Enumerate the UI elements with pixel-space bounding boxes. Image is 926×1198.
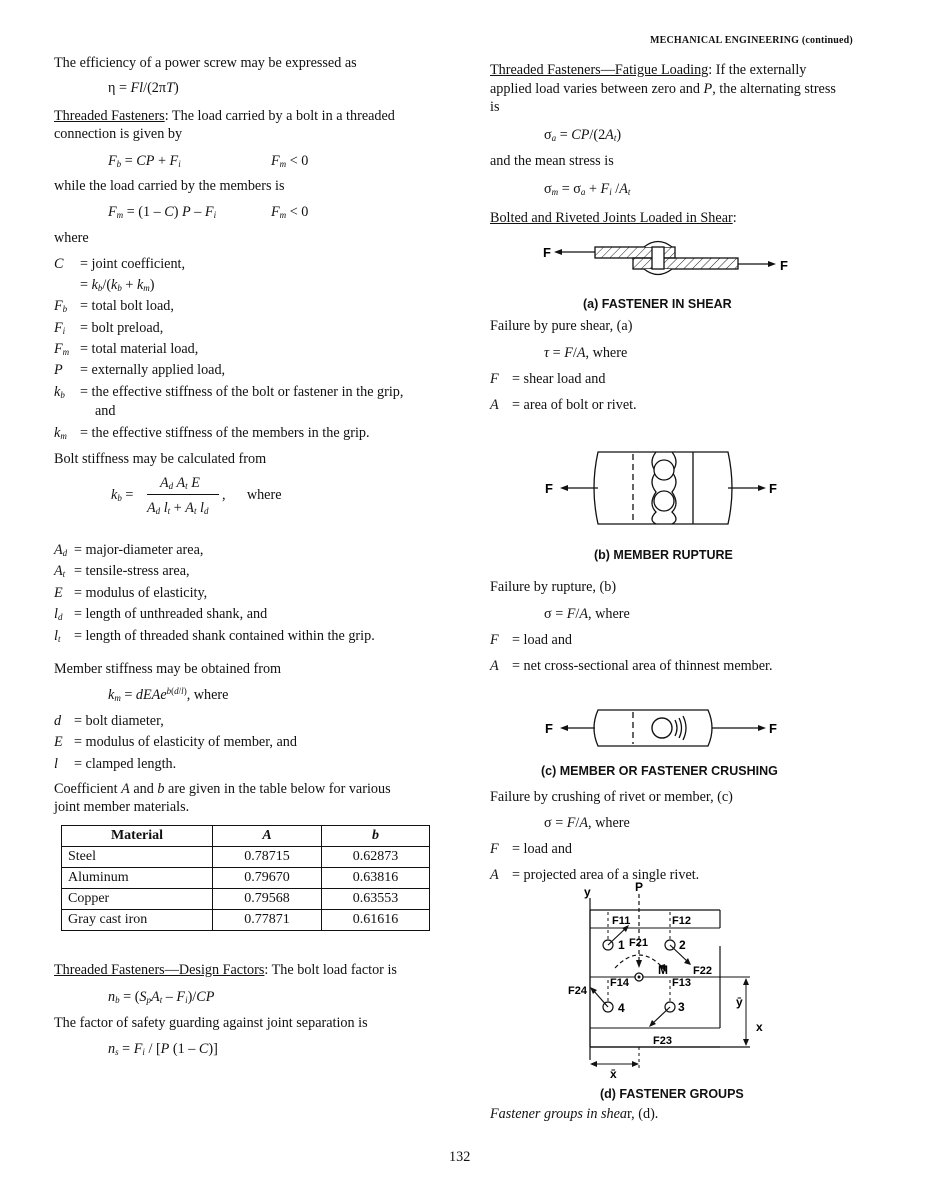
table-header: A (213, 826, 322, 847)
sigma-b-equation: σ = F/A, where (544, 606, 630, 622)
fastener-groups-figure (560, 882, 780, 1082)
force-label-right: F (780, 258, 788, 273)
where-label: where (54, 230, 89, 246)
kb-numerator: $A_d$ $A_t$ E (160, 475, 200, 491)
bolt-label: 2 (679, 938, 686, 952)
def-Fm: $F_m$ = total material load, (54, 341, 199, 357)
caption-b: (b) MEMBER RUPTURE (594, 548, 733, 562)
kb-fraction-bar (147, 494, 219, 495)
sigma-c-equation: σ = F/A, where (544, 815, 630, 831)
arrow-right-icon (768, 261, 776, 267)
efficiency-intro: The efficiency of a power screw may be expressed as (54, 55, 357, 71)
def-Fi: $F_i$ = bolt preload, (54, 320, 164, 336)
def-kb: $k_b$ = the effective stiffness of the bolt or fastener in the grip, (54, 384, 404, 400)
fastener-groups-text: Fastener groups in shear, (d). (490, 1106, 659, 1122)
table-cell: 0.61616 (322, 910, 430, 931)
ybar-label: ȳ (736, 995, 743, 1009)
bolted-joints-heading: Bolted and Riveted Joints Loaded in Shear: (490, 210, 737, 226)
design-factors-intro: Threaded Fasteners—Design Factors: The bolt load factor is (54, 962, 397, 978)
arrow-right-icon (758, 485, 766, 491)
mean-stress-intro: and the mean stress is (490, 153, 614, 169)
member-stiffness-intro: Member stiffness may be obtained from (54, 661, 282, 677)
member-crushing-figure (540, 706, 790, 750)
table-header: b (322, 826, 430, 847)
bolt-stiffness-intro: Bolt stiffness may be calculated from (54, 451, 267, 467)
bolt-load-equation: $F_b$ = CP + $F_i$ (108, 153, 181, 169)
def-Ad: $A_d$ = major-diameter area, (54, 542, 204, 558)
y-axis-label: y (584, 885, 591, 899)
def-F-crushing: F = load and (490, 841, 573, 857)
km-equation: $k_m$ = dEAe$^{b(d/l)}$, where (108, 686, 229, 703)
fatigue-loading-text: applied load varies between zero and P, the alternating stress (490, 81, 836, 97)
force-label-left: F (545, 721, 553, 736)
rivet-hole-bottom (654, 491, 674, 511)
design-factors-title: Threaded Fasteners—Design Factors (54, 962, 265, 978)
def-E: E = modulus of elasticity, (54, 585, 208, 601)
force-label-f12: F12 (672, 915, 691, 927)
force-label-right: F (769, 481, 777, 496)
arrow-left-icon (560, 485, 568, 491)
arrow-right-icon (758, 725, 766, 731)
force-label-f11: F11 (612, 915, 631, 927)
force-label-left: F (545, 481, 553, 496)
separation-text: The factor of safety guarding against joint separation is (54, 1015, 368, 1031)
force-label-right: F (769, 721, 777, 736)
caption-c: (c) MEMBER OR FASTENER CRUSHING (541, 764, 778, 778)
arrow-down-icon (636, 960, 642, 968)
threaded-fasteners-intro: Threaded Fasteners: The load carried by a bolt in a threaded (54, 108, 395, 124)
arrow-right-icon (632, 1061, 639, 1067)
material-coefficient-table (61, 825, 430, 931)
member-rupture-figure (540, 448, 790, 528)
table-cell: 0.79568 (213, 889, 322, 910)
force-label-f13: F13 (672, 977, 691, 989)
caption-a: (a) FASTENER IN SHEAR (583, 297, 732, 311)
centroid-dot (638, 976, 641, 979)
force-label-f24: F24 (568, 985, 587, 997)
caption-d: (d) FASTENER GROUPS (600, 1087, 744, 1101)
arrow-left-icon (590, 1061, 597, 1067)
def-Fb: $F_b$ = total bolt load, (54, 298, 174, 314)
coefficient-text: Coefficient A and b are given in the table below for various (54, 781, 391, 797)
force-label-f14: F14 (610, 977, 629, 989)
kb-lhs: $k_b$ = (111, 487, 134, 503)
table-row (62, 868, 430, 889)
table-cell: 0.62873 (322, 847, 430, 868)
force-arrow-f24 (593, 990, 608, 1007)
table-cell: 0.63816 (322, 868, 430, 889)
def-A-crushing: A = projected area of a single rivet. (490, 867, 700, 883)
table-cell: Copper (62, 889, 213, 910)
members-load-intro: while the load carried by the members is (54, 178, 285, 194)
alternating-stress-equation: $\sigma_a = CP/(2A_t)$ (544, 127, 622, 143)
xbar-label: x̄ (610, 1067, 617, 1081)
ns-equation: $n_s = F_i / [P$ (1 – C)] (108, 1041, 218, 1057)
table-cell: Gray cast iron (62, 910, 213, 931)
coefficient-text-2: joint member materials. (54, 799, 190, 815)
force-label-f23: F23 (653, 1035, 672, 1047)
table-row (62, 910, 430, 931)
fatigue-loading-intro: Threaded Fasteners—Fatigue Loading: If the externally (490, 62, 807, 78)
arrow-left-icon (560, 725, 568, 731)
fastener-in-shear-figure (540, 234, 800, 282)
tau-equation: τ = F/A, where (544, 345, 628, 361)
def-F-shear: F = shear load and (490, 371, 606, 387)
failure-shear-text: Failure by pure shear, (a) (490, 318, 633, 334)
load-label: P (635, 882, 644, 894)
rivet-shank (652, 247, 664, 269)
def-F-rupture: F = load and (490, 632, 573, 648)
force-label-f21: F21 (629, 937, 648, 949)
threaded-fasteners-title: Threaded Fasteners (54, 108, 165, 124)
kb-denominator: $A_d$ $l_t + A_t$ $l_d$ (147, 500, 209, 516)
bolt-label: 4 (618, 1001, 625, 1015)
def-A-shear: A = area of bolt or rivet. (490, 397, 637, 413)
page-number: 132 (449, 1149, 471, 1165)
def-lt: $l_t$ = length of threaded shank contained within the grip. (54, 628, 375, 644)
def-P: P = externally applied load, (54, 362, 226, 378)
def-C: C = joint coefficient, (54, 256, 186, 272)
failure-rupture-text: Failure by rupture, (b) (490, 579, 617, 595)
rivet-head-bottom (644, 269, 672, 275)
running-header: MECHANICAL ENGINEERING (continued) (650, 35, 853, 46)
table-cell: 0.79670 (213, 868, 322, 889)
def-kb-cont: and (95, 403, 116, 419)
mean-stress-equation: $\sigma_m = \sigma_a + F_i$ $/A_t$ (544, 181, 631, 197)
moment-label: M (658, 963, 668, 977)
table-cell: Steel (62, 847, 213, 868)
def-C-formula: = $k_b/(k_b + k_m)$ (80, 277, 155, 293)
bolt-load-condition: $F_m < 0$ (271, 153, 309, 169)
def-At: $A_t$ = tensile-stress area, (54, 563, 190, 579)
def-ld: $l_d$ = length of unthreaded shank, and (54, 606, 268, 622)
arrow-up-icon (743, 978, 749, 985)
rivet-hole-top (654, 460, 674, 480)
failure-crushing-text: Failure by crushing of rivet or member, (c) (490, 789, 733, 805)
rivet-hole (652, 718, 672, 738)
table-header: Material (62, 826, 213, 847)
table-row (62, 847, 430, 868)
lower-plate (633, 258, 738, 269)
rivet-head-top (644, 242, 672, 248)
efficiency-equation: η = Fl/(2πT) (108, 80, 179, 96)
nb-equation: $n_b = (S_pA_t - F_i)/CP$ (108, 989, 215, 1005)
kb-where: , where (222, 487, 282, 503)
def-km: $k_m$ = the effective stiffness of the members in the grip. (54, 425, 370, 441)
member-load-condition: $F_m < 0$ (271, 204, 309, 220)
threaded-fasteners-intro-2: connection is given by (54, 126, 183, 142)
def-E-member: E = modulus of elasticity of member, and (54, 734, 297, 750)
def-A-rupture: A = net cross-sectional area of thinnest member. (490, 658, 773, 674)
x-axis-label: x (756, 1020, 763, 1034)
table-header-row (62, 826, 430, 847)
member-load-equation: $F_m = (1 - C)$ P – $F_i$ (108, 204, 217, 220)
bolt-label: 3 (678, 1000, 685, 1014)
fatigue-loading-text-3: is (490, 99, 500, 115)
arrow-left-icon (554, 249, 562, 255)
table-cell: 0.63553 (322, 889, 430, 910)
def-d: d = bolt diameter, (54, 713, 164, 729)
force-label-f22: F22 (693, 965, 712, 977)
table-cell: Aluminum (62, 868, 213, 889)
arrow-down-icon (743, 1039, 749, 1046)
table-cell: 0.77871 (213, 910, 322, 931)
table-cell: 0.78715 (213, 847, 322, 868)
fatigue-loading-title: Threaded Fasteners—Fatigue Loading (490, 62, 709, 78)
table-row (62, 889, 430, 910)
force-label-left: F (543, 245, 551, 260)
force-arrow-f23 (652, 1007, 670, 1024)
def-l: l = clamped length. (54, 756, 177, 772)
bolt-label: 1 (618, 938, 625, 952)
